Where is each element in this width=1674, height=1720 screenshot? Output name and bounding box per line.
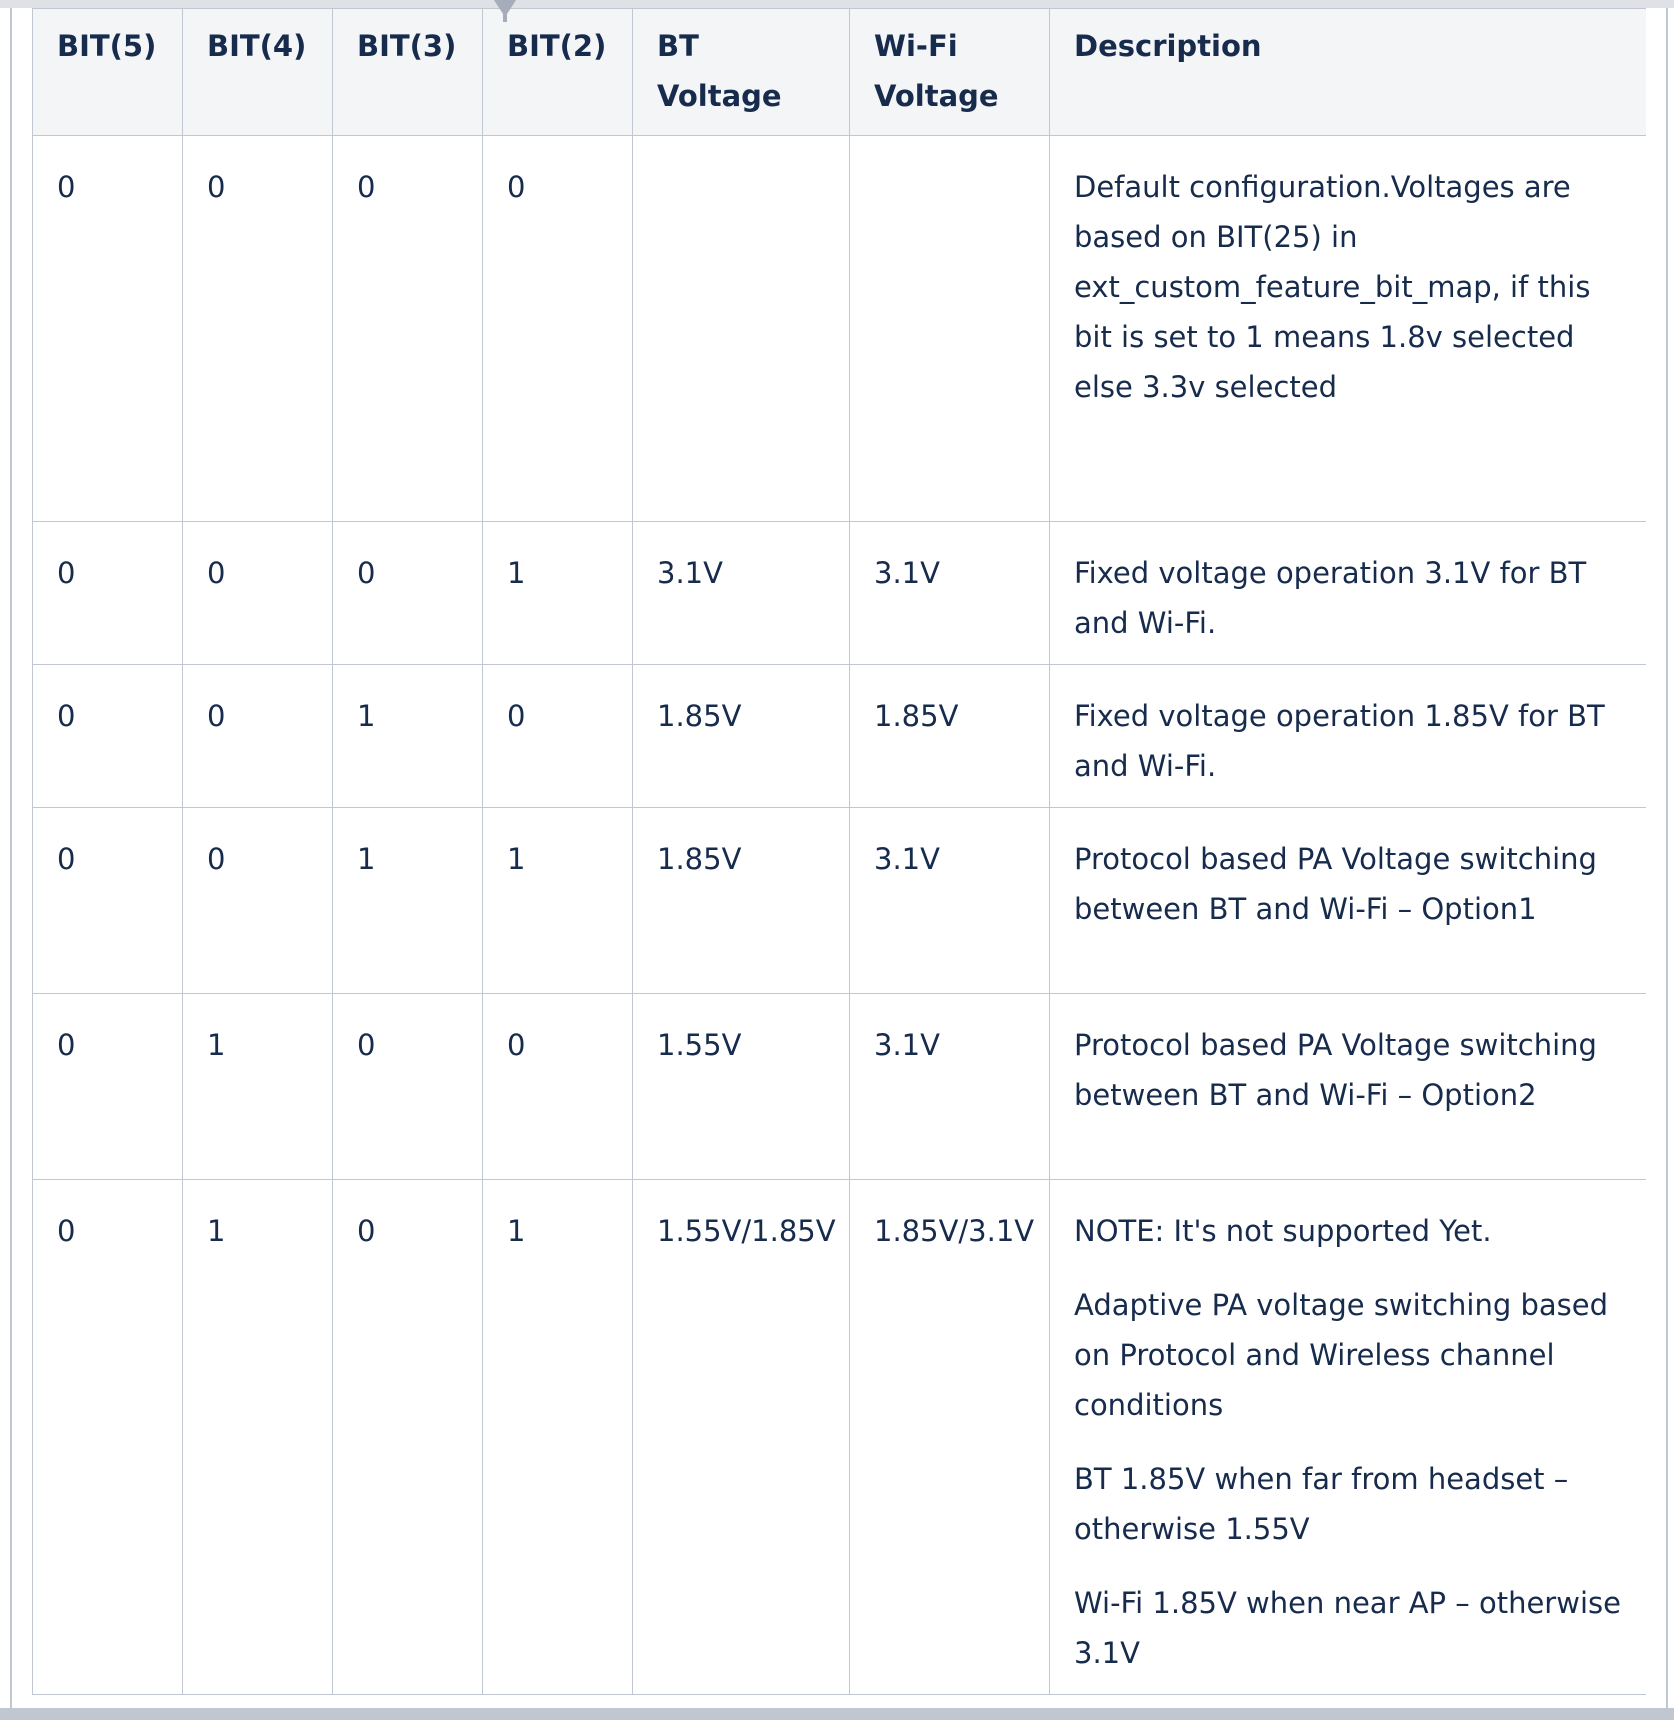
header-description[interactable]: Description (1050, 9, 1647, 136)
description-paragraph: Fixed voltage operation 1.85V for BT and Wi-Fi. (1074, 699, 1605, 783)
column-sort-handle-icon[interactable] (493, 0, 517, 24)
horizontal-scrollbar[interactable] (0, 1708, 1674, 1720)
cell-bt-voltage (633, 136, 850, 522)
cell-bit3: 1 (333, 808, 483, 994)
header-bit3[interactable]: BIT(3) (333, 9, 483, 136)
cell-bit3: 0 (333, 994, 483, 1180)
cell-wifi-voltage: 3.1V (850, 994, 1050, 1180)
cell-description (1050, 522, 1647, 665)
cell-bit5: 0 (33, 665, 183, 808)
cell-bit3: 0 (333, 522, 483, 665)
table-header-row (33, 9, 1647, 136)
description-note: NOTE: It's not supported Yet. (1074, 1214, 1492, 1248)
table-row (33, 808, 1647, 994)
table-row (33, 665, 1647, 808)
cell-bit4: 1 (183, 994, 333, 1180)
cell-bit4: 0 (183, 665, 333, 808)
cell-description (1050, 808, 1647, 994)
cell-wifi-voltage: 3.1V (850, 522, 1050, 665)
description-paragraph: BT 1.85V when far from headset – otherwise 1.55V (1074, 1462, 1569, 1546)
table-container[interactable] (32, 8, 1646, 1708)
top-edge (0, 0, 1674, 8)
header-bit4[interactable]: BIT(4) (183, 9, 333, 136)
cell-bit5: 0 (33, 994, 183, 1180)
description-paragraph: Fixed voltage operation 3.1V for BT and Wi-Fi. (1074, 556, 1587, 640)
cell-bit5: 0 (33, 1180, 183, 1695)
cell-bit3: 0 (333, 1180, 483, 1695)
cell-bt-voltage: 1.85V (633, 808, 850, 994)
cell-bt-voltage: 3.1V (633, 522, 850, 665)
cell-bit5: 0 (33, 136, 183, 522)
cell-bit2: 0 (483, 665, 633, 808)
cell-bit2: 1 (483, 522, 633, 665)
cell-bit4: 0 (183, 136, 333, 522)
table-row (33, 994, 1647, 1180)
cell-bit5: 0 (33, 522, 183, 665)
table-row (33, 136, 1647, 522)
description-paragraph: Default configuration.Voltages are based on BIT(25) in ext_custom_feature_bit_map, if this bit is set to 1 means 1.8v selected else 3.3v selected (1074, 170, 1591, 404)
cell-description (1050, 136, 1647, 522)
cell-description (1050, 994, 1647, 1180)
cell-bt-voltage: 1.55V/1.85V (633, 1180, 850, 1695)
header-wifi-voltage[interactable]: Wi-Fi Voltage (850, 9, 1050, 136)
description-paragraph: Wi-Fi 1.85V when near AP – otherwise 3.1V (1074, 1586, 1621, 1670)
description-paragraph: Protocol based PA Voltage switching between BT and Wi-Fi – Option2 (1074, 1028, 1597, 1112)
cell-bit2: 0 (483, 994, 633, 1180)
cell-bit3: 0 (333, 136, 483, 522)
cell-wifi-voltage: 3.1V (850, 808, 1050, 994)
cell-bit2: 1 (483, 808, 633, 994)
cell-wifi-voltage (850, 136, 1050, 522)
description-paragraph: Adaptive PA voltage switching based on Protocol and Wireless channel conditions (1074, 1288, 1609, 1422)
cell-wifi-voltage: 1.85V (850, 665, 1050, 808)
cell-bit2: 0 (483, 136, 633, 522)
description-paragraph: Protocol based PA Voltage switching between BT and Wi-Fi – Option1 (1074, 842, 1597, 926)
cell-bit3: 1 (333, 665, 483, 808)
header-bt-voltage[interactable]: BT Voltage (633, 9, 850, 136)
table-row (33, 1180, 1647, 1695)
cell-bt-voltage: 1.55V (633, 994, 850, 1180)
header-bit2[interactable]: BIT(2) (483, 9, 633, 136)
cell-description (1050, 665, 1647, 808)
cell-bit4: 0 (183, 522, 333, 665)
header-bit5[interactable]: BIT(5) (33, 9, 183, 136)
cell-bit5: 0 (33, 808, 183, 994)
cell-bit2: 1 (483, 1180, 633, 1695)
cell-description (1050, 1180, 1647, 1695)
cell-bit4: 0 (183, 808, 333, 994)
table-row (33, 522, 1647, 665)
pa-voltage-config-table (32, 8, 1646, 1695)
cell-bit4: 1 (183, 1180, 333, 1695)
cell-wifi-voltage: 1.85V/3.1V (850, 1180, 1050, 1695)
cell-bt-voltage: 1.85V (633, 665, 850, 808)
